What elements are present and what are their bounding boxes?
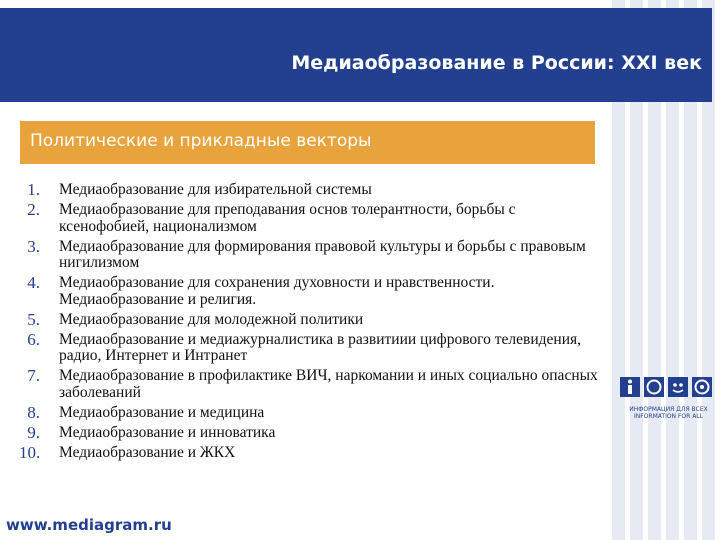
header-banner — [0, 8, 712, 102]
list-item — [24, 368, 599, 401]
list-item-text: Медиаобразование и медиажурналистика в развитиии цифрового телевидения, радио, Интернет и Интранет — [59, 330, 581, 364]
list-item-text: Медиаобразование в профилактике ВИЧ, наркомании и иных социально опасных заболеваний — [59, 367, 598, 401]
list-item — [24, 275, 599, 308]
list-item-text: Медиаобразование и ЖКХ — [59, 443, 236, 461]
list-number: 5. — [27, 309, 40, 329]
list-item — [24, 309, 599, 329]
list-item-text: Медиаобразование для преподавания основ толерантности, борьбы с ксенофобией, национализмом — [59, 201, 516, 235]
section-header-bar — [20, 121, 595, 164]
list-item-text: Медиаобразование для молодежной политики — [59, 310, 364, 328]
section-title: Политические и прикладные векторы — [30, 131, 372, 151]
list-item-text: Медиаобразование для избирательной системы — [59, 181, 372, 198]
logo-caption-ru: ИНФОРМАЦИЯ ДЛЯ ВСЕХ — [629, 406, 708, 413]
list-item-text: Медиаобразование для сохранения духовности и нравственности. Медиаобразование и религия. — [59, 274, 495, 308]
list-number: 10. — [19, 442, 41, 462]
list-item — [24, 236, 599, 272]
list-item-text: Медиаобразование для формирования правовой культуры и борьбы с правовым нигилизмом — [59, 237, 586, 271]
logo-caption — [626, 406, 711, 420]
list-number: 1. — [27, 180, 40, 199]
list-item — [19, 442, 599, 462]
information-for-all-logo — [620, 376, 712, 430]
list-item — [24, 329, 599, 365]
list-item — [24, 422, 599, 442]
list-item-text: Медиаобразование и медицина — [59, 403, 265, 421]
list-number: 4. — [27, 273, 40, 292]
list-number: 8. — [27, 402, 40, 422]
list-number: 9. — [27, 422, 40, 442]
list-number: 2. — [27, 200, 40, 219]
page-title: Медиаобразование в России: XXI век — [291, 52, 702, 74]
list-number: 7. — [27, 366, 40, 385]
topics-list — [19, 180, 599, 465]
list-item — [24, 202, 599, 235]
website-link[interactable]: www.mediagram.ru — [6, 516, 172, 534]
list-item — [24, 402, 599, 422]
list-item — [24, 182, 599, 199]
list-number: 3. — [27, 236, 40, 256]
list-item-text: Медиаобразование и инноватика — [59, 423, 276, 441]
logo-caption-en: INFORMATION FOR ALL — [633, 413, 703, 420]
list-number: 6. — [27, 329, 40, 349]
